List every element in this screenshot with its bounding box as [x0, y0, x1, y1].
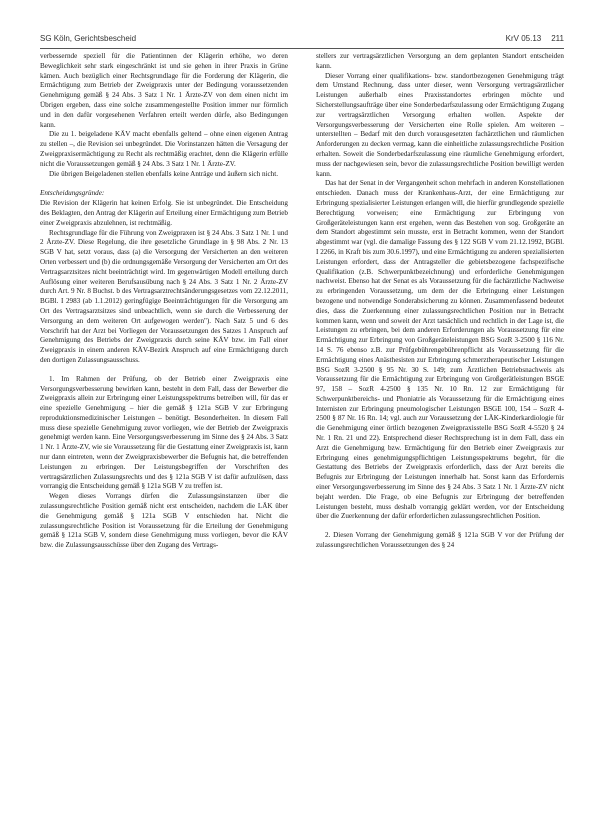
paragraph: stellers zur vertragsärztlichen Versorgung an dem geplanten Standort entscheiden kann.	[316, 52, 564, 70]
running-header	[40, 34, 564, 46]
paragraph: 1. Im Rahmen der Prüfung, ob der Betrieb einer Zweigpraxis eine Versorgungsverbesserung bewirken kann, besteht in dem Fall, dass der Bewerber die Zweigpraxis allein zur Erbringung einer Leistungsspektrums betreiben will, für das er eine spezielle Genehmigung – hier die gemäß § 121a SGB V zur Erbringung reproduktionsmedizinischer Leistungen – benötigt. Besonderheiten. In diesem Fall muss diese spezielle Genehmigung zuvor vorliegen, wie der Betrieb der Zweigpraxis genehmigt werden kann. Eine Versorgungsverbesserung im Sinne des § 24 Abs. 3 Satz 1 Nr. 1 Ärzte-ZV, wie sie Voraussetzung für die Gestattung einer Zweigpraxis ist, kann nur dann eintreten, wenn der Zweigpraxisbewerber die Befugnis hat, die betreffenden Leistungen zu erbringen. Der Leistungsbegriffen der Vorschriften des vertragsärztlichen Zulassungsrechts und des § 121a SGB V ist dafür aufzulösen, dass vorrangig die Entscheidung gemäß § 121a SGB V zu treffen ist.	[40, 374, 288, 491]
header-rule	[40, 48, 564, 49]
paragraph: verbessernde speziell für die Patientinnen der Klägerin erhöhe, wo deren Beweglichkeit sehr stark eingeschränkt ist und sie gehen in ihrer Praxis in Grüne kämen. Auch bezüglich einer Rechtsgrundlage für die Forderung der Klägerin, die Ermächtigung zum Betrieb der Zweigpraxis unter der Bedingung voraussetzenden Genehmigung gemäß § 24 Abs. 3 Satz 1 Nr. 1 Ärzte-ZV von dem einen nicht im Übrigen ergeben, dass eine solche zusammengestellte Position immer nur förmlich und in den dafür vorgesehenen Verfahren erteilt werden dürfe, also Bedingungen kann.	[40, 52, 288, 129]
left-column	[40, 52, 288, 551]
paragraph: Die übrigen Beigeladenen stellen ebenfalls keine Anträge und äußern sich nicht.	[49, 169, 279, 178]
header-section-title: SG Köln, Gerichtsbescheid	[40, 34, 137, 43]
paragraph: 2. Diesen Vorrang der Genehmigung gemäß § 121a SGB V vor der Prüfung der zulassungsrechtlichen Voraussetzungen des § 24	[316, 531, 564, 550]
paragraph: Die Revision der Klägerin hat keinen Erfolg. Sie ist unbegründet. Die Entscheidung des Beklagten, den Antrag der Klägerin auf Erteilung einer Ermächtigung zum Betrieb einer Zweigpraxis abzulehnen, ist rechtmäßig.	[40, 199, 288, 227]
section-heading: Entscheidungsgründe:	[40, 189, 105, 198]
paragraph: Die zu 1. beigeladene KÄV macht ebenfalls geltend – ohne einen eigenen Antrag zu stellen –, die Revision sei unbegründet. Die Vorinstanzen hätten die Versagung der Zweigpraxisermächtigung zu Recht als rechtmäßig erachtet, denn die Klägerin erfülle nicht die Voraussetzungen gemäß § 24 Abs. 3 Satz 1 Nr. 1 Ärzte-ZV.	[40, 130, 288, 168]
paragraph: Dieser Vorrang einer qualifikations- bzw. standortbezogenen Genehmigung trägt dem Umstand Rechnung, dass unter dieser, wenn Versorgung vertragsärztlicher Leistungen außerhalb eines Praxisstandortes erbringen möchte und Sicherstellungsaufträge über eine Sonderbedarfszulassung oder Ermächtigung Zugang zur vertragsärztlichen Versorgung erhalten wollen. Aspekte der Versorgungsverbesserung der Versicherten eine Rolle spielen. Am weiteren – unterstellten – Bedarf mit den durch vorausgesetzten fachärztlichen und räumlichen Anforderungen zu decken vermag, kann die einheitliche zulassungsrechtliche Position erhalten. Soweit die Sonderbedarfszulassung eine räumliche Genehmigung erfordert, muss der nachgewiesen sein, bevor die zulassungsrechtliche Position bewilligt werden kann.	[316, 71, 564, 178]
header-journal: KrV 05.13	[505, 34, 542, 43]
header-right	[506, 34, 564, 43]
paragraph: Wegen dieses Vorrangs dürfen die Zulassungsinstanzen über die zulassungsrechtliche Position gemäß nicht erst entscheiden, nachdem die LÄK über die Genehmigung gemäß § 121a SGB V entschieden hat. Nicht die zulassungsrechtliche Position ist Voraussetzung für die Erteilung der Genehmigung gemäß § 121a SGB V, sondern diese Genehmigung muss vorliegen, bevor die KÄV bzw. die Zulassungsausschüsse über den Zugang des Vertrags-	[40, 492, 288, 550]
paragraph: Rechtsgrundlage für die Führung von Zweigpraxen ist § 24 Abs. 3 Satz 1 Nr. 1 und 2 Ärzte-ZV. Diese Regelung, die ihre gesetzliche Grundlage in § 98 Abs. 2 Nr. 13 SGB V hat, setzt voraus, dass (a) die Versorgung der Versicherten an den weiteren Orten verbessert und (b) die ordnungsgemäße Versorgung der Versicherten am Ort des Vertragsarztsitzes nicht beeinträchtigt wird. Im gegenwärtigen Modell erteilung durch Auflösung einer weiteren Berufsausübung nach § 24 Abs. 3 Satz 1 Nr. 2 Ärzte-ZV durch Art. 9 Nr. 8 Buchst. b des Vertragsarztrechtsänderungsgesetzes vom 22.12.2011, BGBl. I 2983 (ab 1.1.2012) geringfügige Beeinträchtigungen für die Versorgung am Ort des Vertragsarztsitzes sind unbeachtlich, wenn sie durch die Verbesserung der Versorgung an dem weiteren Ort aufgewogen werden"). Nach Satz 5 und 6 des Vorschrift hat der Arzt bei Vorliegen der Voraussetzungen des Satzes 1 Anspruch auf Genehmigung des Betriebs der Zweigpraxis durch seine KÄV bzw. im Fall einer Zweigpraxis in einem anderen KÄV-Bezirk Anspruch auf eine Ermächtigung durch den dortigen Zulassungsausschuss.	[40, 228, 288, 364]
page-number: 211	[551, 34, 564, 43]
right-column	[316, 52, 564, 551]
paragraph: Das hat der Senat in der Vergangenheit schon mehrfach in anderen Konstellationen entschieden. Danach muss der Krankenhaus-Arzt, der eine Ermächtigung zur Erbringung spezialisierter Leistungen erlangen will, die hierfür grundlegende spezielle Berechtigung vorweisen; eine Ermächtigung zur Erbringung von Großgeräteleistungen kann erst ergehen, wenn das Bestehen von sog. Großgeräte an dem Standort abgestimmt sein musste, erst in Betracht kommen, wenn der Standort abgestimmt war (vgl. die damalige Fassung des § 122 SGB V vom 21.12.1992, BGBl. I 2266, in Kraft bis zum 30.6.1997), und eine Ermächtigung zu anderen spezialisierten Leistungen erfordert, dass der Antragsteller die gebietsbezogene fachspezifische Qualifikation (z.B. Schwerpunktbezeichnung) und erforderliche Genehmigungen nachweist. Ebenso hat der Senat es als Voraussetzung für die fachärztliche Nachweise zu erbringenden Voraussetzung, um dem der die Erbringung einer Leistungen bezogene und notwendige Sonderabsicherung zu können. Zusammenfassend bedeutet dies, dass die Zuerkennung einer zulassungsrechtlichen Position nur in Betracht kommen kann, wenn und soweit der Arzt tatsächlich und rechtlich in der Lage ist, die Leistungen zu erbringen, bei dem anderen Erforderungen als Voraussetzung für eine Ermächtigung zur Erbringung von Großgeräteleistungen BSG SozR 3-2500 § 116 Nr. 14 S. 76 ebenso z.B. zur Prüfgebührengebührenpflicht als Voraussetzung für die Ermächtigung eines Anästhesisten zur Erbringung schmerztherapeutischer Leistungen BSG SozR 3-2500 § 95 Nr. 30 S. 149; zum Ärztlichen Betriebsnachweis als Voraussetzung für die Ermächtigung zur Erbringung von Großgerätleistungen BSGE 97, 158 – SozR 4-2500 § 135 Nr. 10 Rn. 12 zur Ermächtigung für Schwerpunktbereichs- und Phoniatrie als Voraussetzung für die Ermächtigung eines Internisten zur Erbringung pneumologischer Leistungen BSGE 100, 154 – SozR 4-2500 § 87 Nr. 16 Rn. 14; vgl. auch zur Voraussetzung der LÄK-Kinderkardiologie für die Genehmigung einer örtlich bezogenen Zweigpraxisstelle BSG SozR 4-5520 § 24 Nr. 1 Rn. 21 und 22). Entsprechend dieser Rechtsprechung ist in dem Fall, dass ein Arzt die Genehmigung bzw. Ermächtigung für den Betrieb einer Zweigpraxis zur Erbringung eines genehmigungspflichtigen Leistungsspektrums begehrt, für die Gestattung des Betriebs der Zweigpraxis erforderlich, dass der Arzt bereits die Befugnis zur Erbringung der Leistungen innerhalb hat. Sonst kann das Erfordernis einer Versorgungsverbesserung im Sinne des § 24 Abs. 3 Satz 1 Nr. 1 Ärzte-ZV nicht bejaht werden. Die Frage, ob eine Befugnis zur Erbringung der betreffenden Leistungen besteht, muss deshalb vorrangig geklärt werden, vor der Entscheidung über die Zuerkennung der dafür erforderlichen zulassungsrechtlichen Position.	[316, 179, 564, 521]
